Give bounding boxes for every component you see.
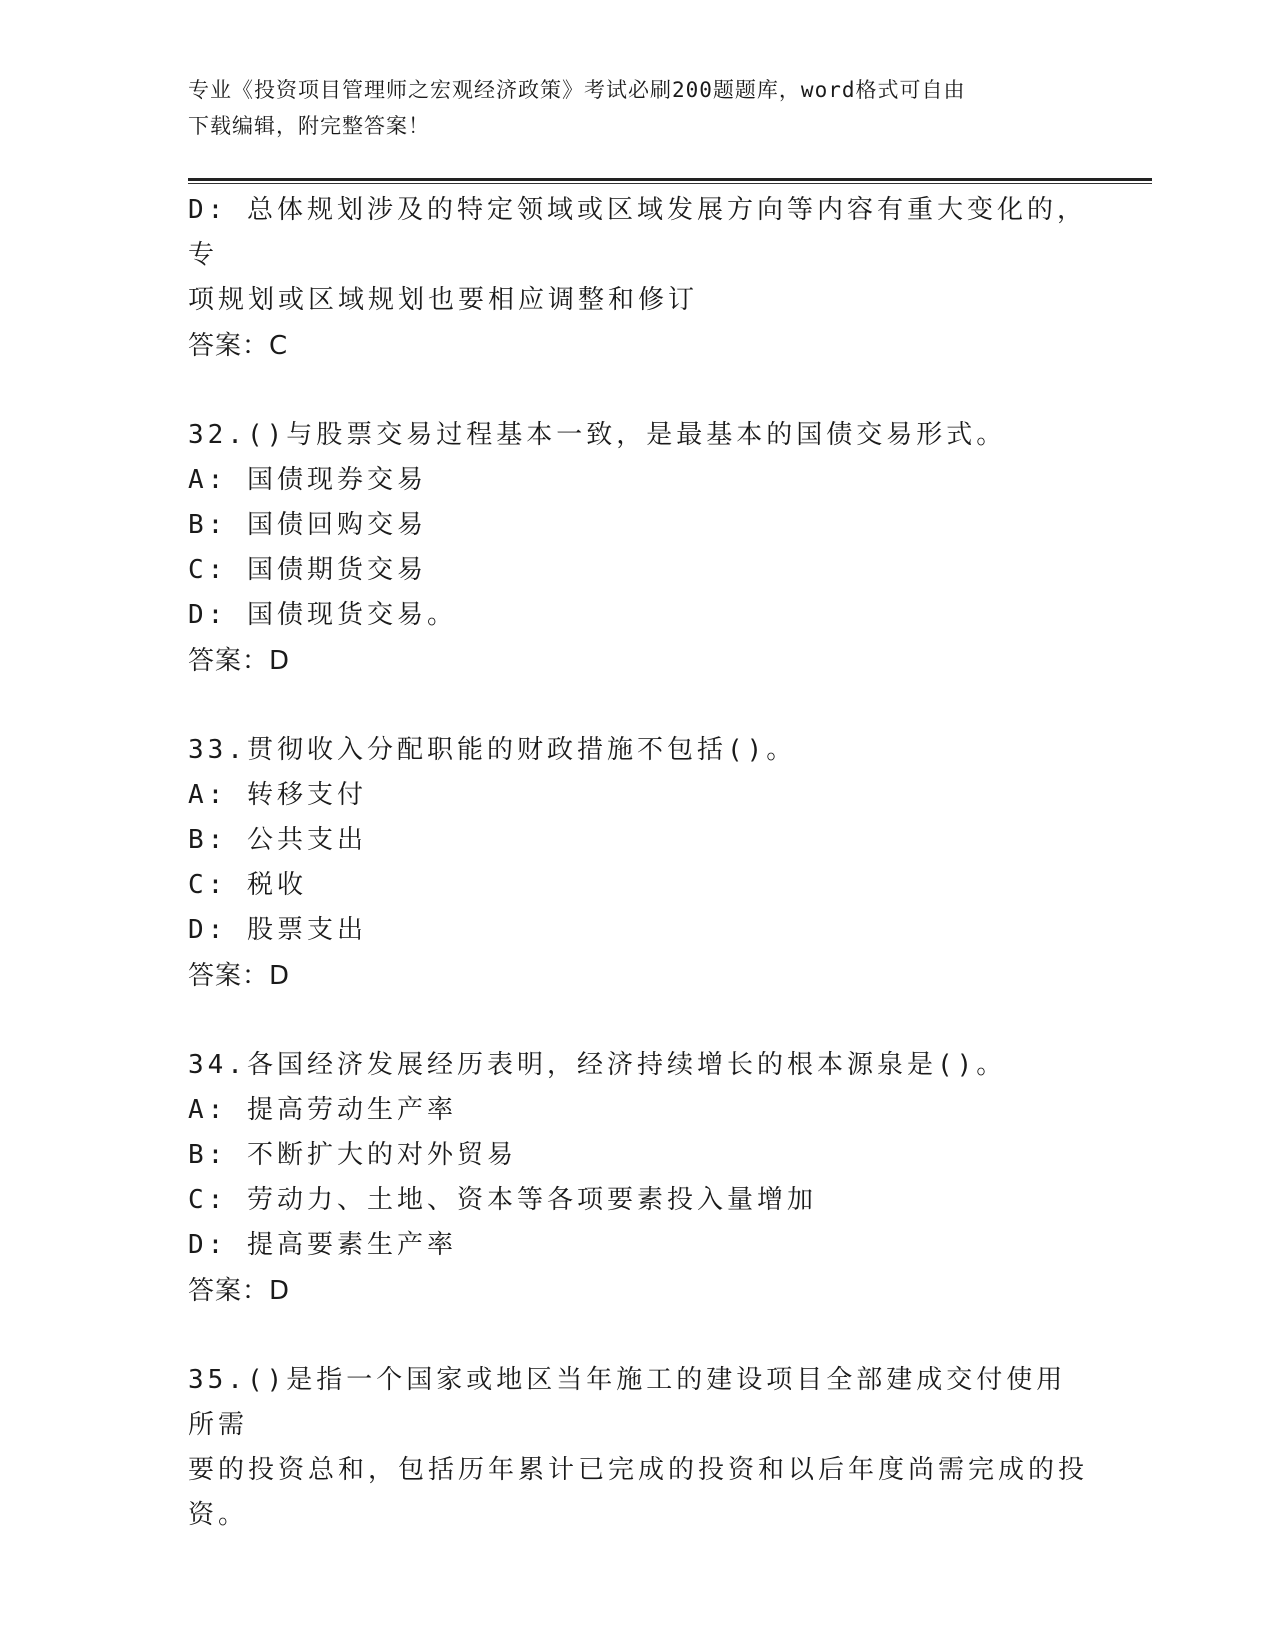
question-text-line-3: 资。 — [188, 1500, 249, 1530]
option-d-line-1: D: 总体规划涉及的特定领域或区域发展方向等内容有重大变化的，专 — [188, 195, 1087, 270]
option-a: A: 提高劳动生产率 — [188, 1095, 457, 1125]
question-35 — [188, 1358, 1088, 1538]
option-c: C: 国债期货交易 — [188, 555, 427, 585]
header-line-1: 专业《投资项目管理师之宏观经济政策》考试必刷200题题库，word格式可自由 — [188, 78, 966, 102]
spacer — [188, 1314, 1088, 1358]
option-d-line-2: 项规划或区域规划也要相应调整和修订 — [188, 285, 699, 315]
question-text-line-1: 35.()是指一个国家或地区当年施工的建设项目全部建成交付使用所需 — [188, 1365, 1067, 1440]
question-32 — [188, 413, 1088, 684]
question-34 — [188, 1043, 1088, 1314]
spacer — [188, 684, 1088, 728]
question-text: 33.贯彻收入分配职能的财政措施不包括()。 — [188, 735, 797, 765]
option-b: B: 不断扩大的对外贸易 — [188, 1140, 517, 1170]
option-b: B: 公共支出 — [188, 825, 367, 855]
spacer — [188, 999, 1088, 1043]
page-header — [188, 72, 1088, 144]
spacer — [188, 369, 1088, 413]
header-line-2: 下载编辑，附完整答案！ — [188, 114, 430, 138]
option-d: D: 提高要素生产率 — [188, 1230, 457, 1260]
answer: 答案：D — [188, 961, 291, 991]
question-text: 34.各国经济发展经历表明，经济持续增长的根本源泉是()。 — [188, 1050, 1007, 1080]
option-a: A: 转移支付 — [188, 780, 367, 810]
option-b: B: 国债回购交易 — [188, 510, 427, 540]
answer: 答案：D — [188, 646, 291, 676]
option-d: D: 国债现货交易。 — [188, 600, 457, 630]
question-31-tail — [188, 188, 1088, 369]
question-text-line-2: 要的投资总和，包括历年累计已完成的投资和以后年度尚需完成的投 — [188, 1455, 1089, 1485]
answer: 答案：D — [188, 1276, 291, 1306]
option-c: C: 劳动力、土地、资本等各项要素投入量增加 — [188, 1185, 817, 1215]
header-rule-thin — [188, 183, 1152, 184]
question-list — [188, 188, 1088, 1538]
question-33 — [188, 728, 1088, 999]
answer: 答案：C — [188, 331, 289, 361]
option-d: D: 股票支出 — [188, 915, 367, 945]
option-c: C: 税收 — [188, 870, 307, 900]
header-rule-thick — [188, 178, 1152, 181]
option-a: A: 国债现券交易 — [188, 465, 427, 495]
question-text: 32.()与股票交易过程基本一致，是最基本的国债交易形式。 — [188, 420, 1007, 450]
